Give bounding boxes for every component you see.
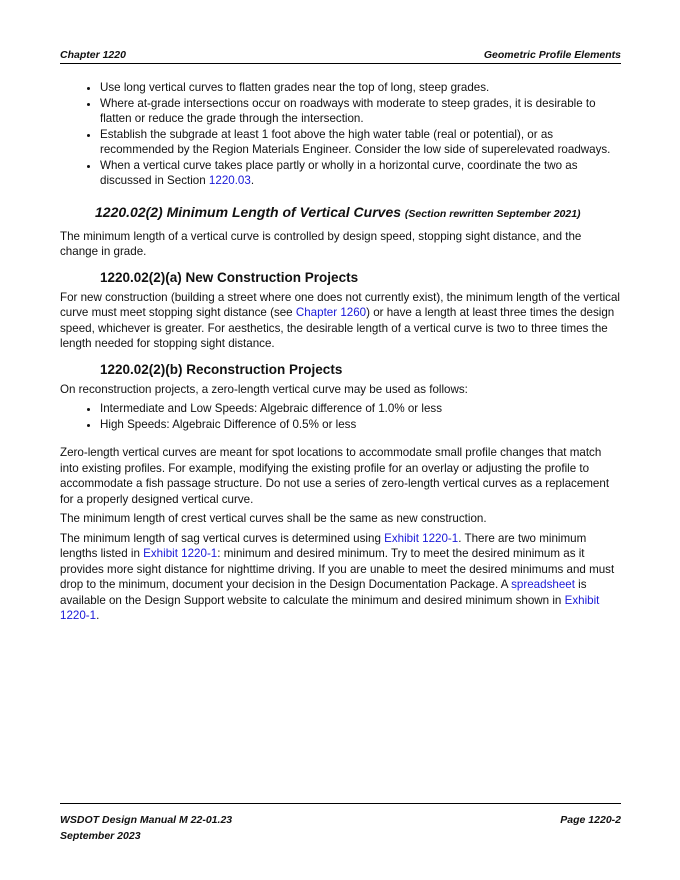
subsection-a-heading: 1220.02(2)(a) New Construction Projects	[100, 269, 359, 285]
list-item: • Intermediate and Low Speeds: Algebraic difference of 1.0% or less	[100, 401, 622, 417]
header-chapter: Chapter 1220	[60, 49, 126, 61]
page-footer	[60, 812, 621, 844]
subsection-b-heading: 1220.02(2)(b) Reconstruction Projects	[100, 361, 343, 377]
paragraph-text: ) or have a length at least three times the design speed, whichever is greater. For aesthetics, the desirable length of a vertical curve is two to three times the length needed for stopping sight distance.	[60, 306, 615, 350]
new-construction-paragraph	[60, 290, 622, 352]
section-1220-03-link[interactable]: 1220.03	[208, 174, 251, 187]
list-item-end: .	[250, 174, 255, 187]
header-divider	[60, 63, 621, 64]
crest-paragraph: The minimum length of crest vertical curves shall be the same as new construction.	[60, 512, 487, 525]
exhibit-1220-1-link[interactable]: Exhibit 1220-1	[143, 547, 218, 560]
section-title: 1220.02(2) Minimum Length of Vertical Curves	[95, 203, 402, 220]
paragraph-text: .	[96, 609, 100, 622]
list-item-text: When a vertical curve takes place partly or wholly in a horizontal curve, coordinate the two as discussed in Section	[100, 158, 578, 187]
list-item: • Where at-grade intersections occur on roadways with moderate to steep grades, it is desirable to flatten or reduce the grade through the intersection.	[100, 96, 622, 127]
chapter-1260-link[interactable]: Chapter 1260	[295, 306, 367, 319]
header-title: Geometric Profile Elements	[483, 49, 621, 61]
sag-paragraph	[60, 531, 622, 624]
spreadsheet-link[interactable]: spreadsheet	[511, 578, 575, 591]
guideline-bullet-list	[60, 80, 622, 189]
list-item: • High Speeds: Algebraic Difference of 0.5% or less	[100, 417, 622, 433]
speed-bullet-list	[60, 401, 622, 432]
exhibit-1220-1-link[interactable]: Exhibit 1220-1	[384, 531, 459, 545]
list-item	[100, 158, 622, 189]
paragraph-text: The minimum length of sag vertical curves is determined using	[60, 531, 385, 545]
zero-length-paragraph: Zero-length vertical curves are meant for spot locations to accommodate small profile changes that match into existing profiles. For example, modifying the existing profile for an overlay or adjusting the profile to accommodate a fish passage structure. Do not use a series of zero-length vertical curves as a replacement for a properly designed vertical curve.	[60, 446, 610, 506]
section-heading	[95, 204, 622, 223]
intro-paragraph: The minimum length of a vertical curve is controlled by design speed, stopping sight distance, and the change in grade.	[60, 229, 582, 258]
page-body	[60, 80, 622, 624]
paragraph-text: : minimum and desired minimum. Try to meet the desired minimum as it provides more sight distance for nighttime driving. If you are unable to meet the desired minimums and must drop to the minimum, document your decision in the Design Documentation Package. A	[60, 547, 615, 591]
paragraph-text: For new construction (building a street where one does not currently exist), the minimum length of the vertical curve must meet stopping sight distance (see	[60, 290, 620, 319]
footer-manual: WSDOT Design Manual M 22-01.23	[60, 814, 233, 826]
footer-page-number: Page 1220-2	[560, 814, 621, 826]
page-header	[60, 49, 621, 61]
reconstruction-intro: On reconstruction projects, a zero-length vertical curve may be used as follows:	[60, 382, 468, 396]
list-item: • Use long vertical curves to flatten grades near the top of long, steep grades.	[100, 80, 622, 96]
paragraph-text: is available on the Design Support website to calculate the minimum and desired minimum shown in	[60, 578, 587, 607]
footer-date: September 2023	[60, 830, 141, 842]
list-item: • Establish the subgrade at least 1 foot above the high water table (real or potential), or as recommended by the Region Materials Engineer. Consider the low side of superelevated roadways.	[100, 127, 622, 158]
section-note: (Section rewritten September 2021)	[404, 207, 581, 220]
paragraph-text: . There are two minimum lengths listed in	[60, 531, 587, 560]
footer-divider	[60, 803, 621, 804]
exhibit-1220-1-link[interactable]: Exhibit 1220-1	[60, 593, 600, 622]
